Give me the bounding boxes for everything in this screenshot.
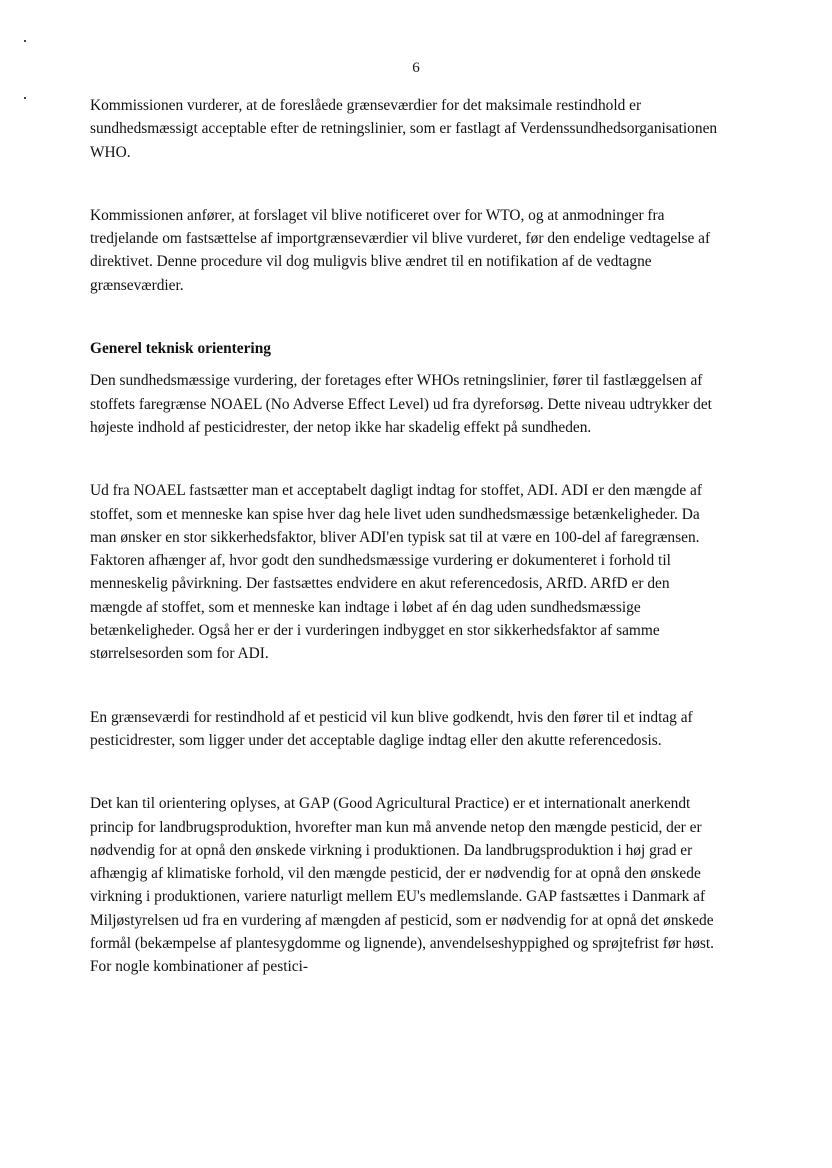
paragraph-gap: Det kan til orientering oplyses, at GAP (Good Agricultural Practice) er et internationalt anerkendt princip for landbrugsproduktion, hvorefter man kun må anvende netop den mængde pesticid, der er nødvendig for at opnå den ønskede virkning i produktionen. Da landbrugsproduktion i høj grad er afhængig af klimatiske forhold, vil den mængde pesticid, der er nødvendig for at opnå den ønskede virkning i produktionen, variere naturligt mellem EU's medlemslande. GAP fastsættes i Danmark af Miljøstyrelsen ud fra en vurdering af mængden af pesticid, som er nødvendig for at opnå det ønskede formål (bekæmpelse af plantesygdomme og lignende), anvendelseshyppighed og sprøjtefrist før høst. For nogle kombinationer af pestici-	[90, 795, 715, 976]
paragraph-wto-notification: Kommissionen anfører, at forslaget vil blive notificeret over for WTO, og at anmodninger fra tredjelande om fastsættelse af importgrænseværdier vil blive vurderet, før den endelige vedtagelse af direktivet. Denne procedure vil dog muligvis blive ændret til en notifikation af de vedtagne grænseværdier.	[90, 206, 711, 294]
margin-mark	[24, 97, 26, 99]
section-heading: Generel teknisk orientering	[90, 340, 271, 358]
paragraph-limit-value: En grænseværdi for restindhold af et pesticid vil kun blive godkendt, hvis den fører til et indtag af pesticidrester, som ligger under det acceptable daglige indtag eller den akutte referencedosis.	[90, 708, 693, 749]
margin-mark	[24, 40, 26, 42]
paragraph-who-assessment: Kommissionen vurderer, at de foreslåede grænseværdier for det maksimale restindhold er sundhedsmæssigt acceptable efter de retningslinier, som er fastlagt af Verdenssundhedsorganisationen WHO.	[90, 97, 718, 161]
paragraph-noael: Den sundhedsmæssige vurdering, der foretages efter WHOs retningslinier, fører til fastlæggelsen af stoffets faregrænse NOAEL (No Adverse Effect Level) ud fra dyreforsøg. Dette niveau udtrykker det højeste indhold af pesticidrester, der netop ikke har skadelig effekt på sundheden.	[90, 372, 712, 436]
page-number: 6	[412, 60, 420, 76]
document-body	[90, 94, 722, 979]
paragraph-adi: Ud fra NOAEL fastsætter man et acceptabelt dagligt indtag for stoffet, ADI. ADI er den mængde af stoffet, som et menneske kan spise hver dag hele livet uden sundhedsmæssige betænkeligheder. Da man ønsker en stor sikkerhedsfaktor, bliver ADI'en typisk sat til at være en 100-del af faregrænsen. Faktoren afhænger af, hvor godt den sundhedsmæssige vurdering er dokumenteret i forhold til menneskelig påvirkning. Der fastsættes endvidere en akut referencedosis, ARfD. ARfD er den mængde af stoffet, som et menneske kan indtage i løbet af én dag uden sundhedsmæssige betænkeligheder. Også her er der i vurderingen indbygget en stor sikkerhedsfaktor af samme størrelsesorden som for ADI.	[90, 482, 703, 663]
